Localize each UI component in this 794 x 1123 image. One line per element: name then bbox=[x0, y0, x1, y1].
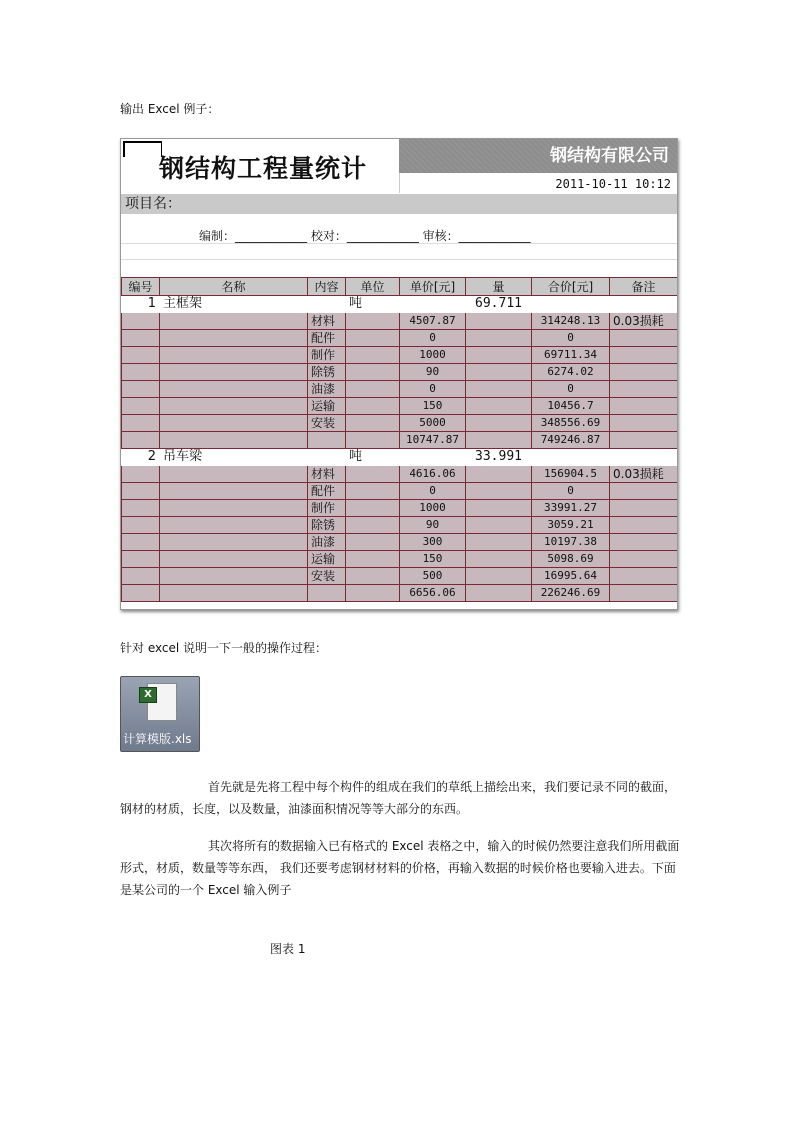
cell bbox=[160, 500, 308, 517]
column-header: 编号 bbox=[122, 278, 160, 296]
sheet-title: 钢结构工程量统计 bbox=[159, 154, 368, 183]
group-row bbox=[122, 449, 678, 466]
cell bbox=[400, 296, 466, 313]
unit-price: 5000 bbox=[400, 415, 466, 432]
item-quantity: 69.711 bbox=[466, 296, 532, 313]
cell bbox=[346, 432, 400, 449]
unit-price: 0 bbox=[400, 381, 466, 398]
column-header: 单位 bbox=[346, 278, 400, 296]
note bbox=[610, 551, 678, 568]
cost-item: 制作 bbox=[308, 500, 346, 517]
cell bbox=[346, 398, 400, 415]
excel-file-icon[interactable] bbox=[120, 676, 200, 752]
note bbox=[610, 415, 678, 432]
cell bbox=[160, 364, 308, 381]
cell bbox=[122, 432, 160, 449]
cell bbox=[160, 432, 308, 449]
table-row bbox=[122, 364, 678, 381]
cell bbox=[466, 517, 532, 534]
cell bbox=[122, 551, 160, 568]
column-header: 内容 bbox=[308, 278, 346, 296]
table-header-row bbox=[122, 278, 678, 296]
note: 0.03损耗 bbox=[610, 466, 678, 483]
cell bbox=[466, 313, 532, 330]
table-row bbox=[122, 483, 678, 500]
cell bbox=[122, 398, 160, 415]
cell bbox=[346, 483, 400, 500]
cell bbox=[160, 330, 308, 347]
cell bbox=[466, 585, 532, 602]
unit-price: 1000 bbox=[400, 347, 466, 364]
paragraph-line: 钢材的材质，长度，以及数量，油漆面积情况等等大部分的东西。 bbox=[120, 802, 469, 816]
table-row bbox=[122, 330, 678, 347]
column-header: 量 bbox=[466, 278, 532, 296]
item-name: 主框架 bbox=[160, 296, 308, 313]
cell bbox=[346, 534, 400, 551]
cell bbox=[466, 330, 532, 347]
table-row bbox=[122, 585, 678, 602]
cell bbox=[466, 415, 532, 432]
unit-price: 90 bbox=[400, 364, 466, 381]
cell bbox=[122, 500, 160, 517]
note bbox=[610, 500, 678, 517]
table-row bbox=[122, 534, 678, 551]
total-price: 3059.21 bbox=[532, 517, 610, 534]
note bbox=[610, 483, 678, 500]
note bbox=[610, 381, 678, 398]
cost-item bbox=[308, 432, 346, 449]
total-price: 348556.69 bbox=[532, 415, 610, 432]
cell bbox=[160, 551, 308, 568]
cost-item bbox=[308, 585, 346, 602]
cell bbox=[346, 347, 400, 364]
paragraph-line: 形式，材质，数量等等东西， 我们还要考虑钢材材料的价格，再输入数据的时候价格也要输入进去。下面 bbox=[120, 861, 676, 875]
unit-price: 0 bbox=[400, 483, 466, 500]
cell bbox=[160, 313, 308, 330]
cost-item: 油漆 bbox=[308, 534, 346, 551]
cost-item: 运输 bbox=[308, 398, 346, 415]
cell-cursor-mark bbox=[123, 141, 162, 157]
cell bbox=[122, 585, 160, 602]
project-name-row: 项目名： bbox=[121, 194, 677, 214]
cost-item: 运输 bbox=[308, 551, 346, 568]
cell bbox=[532, 449, 610, 466]
paragraph-2 bbox=[120, 835, 680, 901]
cell bbox=[346, 415, 400, 432]
cell bbox=[346, 517, 400, 534]
cell bbox=[122, 381, 160, 398]
unit-price: 500 bbox=[400, 568, 466, 585]
cell bbox=[160, 568, 308, 585]
cell bbox=[122, 517, 160, 534]
cell bbox=[346, 381, 400, 398]
unit-price: 0 bbox=[400, 330, 466, 347]
cost-item: 配件 bbox=[308, 483, 346, 500]
cell bbox=[610, 449, 678, 466]
item-number: 2 bbox=[122, 449, 160, 466]
total-price: 314248.13 bbox=[532, 313, 610, 330]
unit-price: 300 bbox=[400, 534, 466, 551]
paragraph-1 bbox=[120, 776, 680, 820]
table-row bbox=[122, 466, 678, 483]
unit-price: 4507.87 bbox=[400, 313, 466, 330]
cost-item: 安装 bbox=[308, 415, 346, 432]
total-price: 5098.69 bbox=[532, 551, 610, 568]
cell bbox=[160, 534, 308, 551]
cell bbox=[466, 534, 532, 551]
paragraph-line: 首先就是先将工程中每个构件的组成在我们的草纸上描绘出来，我们要记录不同的截面， bbox=[208, 780, 677, 794]
cell bbox=[160, 585, 308, 602]
note bbox=[610, 534, 678, 551]
table-row bbox=[122, 551, 678, 568]
total-price: 749246.87 bbox=[532, 432, 610, 449]
cell bbox=[122, 330, 160, 347]
cost-item: 安装 bbox=[308, 568, 346, 585]
quantity-table bbox=[121, 277, 678, 602]
section-intro: 针对 excel 说明一下一般的操作过程： bbox=[120, 641, 328, 655]
cost-item: 除锈 bbox=[308, 517, 346, 534]
table-row bbox=[122, 398, 678, 415]
cost-item: 制作 bbox=[308, 347, 346, 364]
cell bbox=[346, 466, 400, 483]
cell bbox=[308, 449, 346, 466]
cell bbox=[122, 364, 160, 381]
note bbox=[610, 364, 678, 381]
cell bbox=[466, 466, 532, 483]
item-quantity: 33.991 bbox=[466, 449, 532, 466]
cell bbox=[532, 296, 610, 313]
total-price: 0 bbox=[532, 483, 610, 500]
cell bbox=[122, 347, 160, 364]
cell bbox=[122, 483, 160, 500]
total-price: 10456.7 bbox=[532, 398, 610, 415]
total-price: 6274.02 bbox=[532, 364, 610, 381]
note bbox=[610, 585, 678, 602]
cell bbox=[160, 483, 308, 500]
total-price: 69711.34 bbox=[532, 347, 610, 364]
cell bbox=[160, 466, 308, 483]
cell bbox=[160, 347, 308, 364]
total-price: 33991.27 bbox=[532, 500, 610, 517]
note bbox=[610, 347, 678, 364]
item-unit: 吨 bbox=[346, 449, 400, 466]
unit-price: 150 bbox=[400, 551, 466, 568]
group-row bbox=[122, 296, 678, 313]
cell bbox=[466, 551, 532, 568]
table-row bbox=[122, 313, 678, 330]
cost-item: 配件 bbox=[308, 330, 346, 347]
table-row bbox=[122, 415, 678, 432]
signature-row: 编制：____________ 校对：____________ 审核：____________ bbox=[199, 229, 531, 243]
total-price: 16995.64 bbox=[532, 568, 610, 585]
cell bbox=[466, 398, 532, 415]
cell bbox=[308, 296, 346, 313]
cell bbox=[466, 364, 532, 381]
table-row bbox=[122, 432, 678, 449]
table-row bbox=[122, 500, 678, 517]
cell bbox=[466, 483, 532, 500]
unit-price: 1000 bbox=[400, 500, 466, 517]
cell bbox=[466, 500, 532, 517]
cell bbox=[466, 381, 532, 398]
paragraph-line: 是某公司的一个 Excel 输入例子 bbox=[120, 883, 292, 897]
cell bbox=[346, 364, 400, 381]
company-name: 钢结构有限公司 bbox=[399, 139, 677, 173]
cell bbox=[122, 313, 160, 330]
cell bbox=[346, 568, 400, 585]
cell bbox=[160, 415, 308, 432]
column-header: 单价[元] bbox=[400, 278, 466, 296]
cell bbox=[466, 347, 532, 364]
cell bbox=[122, 568, 160, 585]
cell bbox=[122, 534, 160, 551]
cell bbox=[160, 381, 308, 398]
cell bbox=[122, 415, 160, 432]
total-price: 0 bbox=[532, 381, 610, 398]
item-number: 1 bbox=[122, 296, 160, 313]
excel-logo-icon: X bbox=[139, 687, 157, 703]
cell bbox=[346, 500, 400, 517]
cell bbox=[466, 568, 532, 585]
table-row bbox=[122, 568, 678, 585]
note bbox=[610, 330, 678, 347]
cell bbox=[346, 313, 400, 330]
cell bbox=[346, 330, 400, 347]
note bbox=[610, 517, 678, 534]
cell bbox=[466, 432, 532, 449]
unit-price: 90 bbox=[400, 517, 466, 534]
paragraph-line: 其次将所有的数据输入已有格式的 Excel 表格之中，输入的时候仍然要注意我们所用截面 bbox=[208, 839, 680, 853]
table-row bbox=[122, 381, 678, 398]
cell bbox=[346, 585, 400, 602]
intro-text: 输出 Excel 例子： bbox=[120, 102, 220, 116]
table-row bbox=[122, 347, 678, 364]
cost-item: 材料 bbox=[308, 466, 346, 483]
unit-price: 4616.06 bbox=[400, 466, 466, 483]
cell bbox=[160, 398, 308, 415]
item-name: 吊车梁 bbox=[160, 449, 308, 466]
figure-caption: 图表 1 bbox=[270, 942, 306, 956]
cost-item: 油漆 bbox=[308, 381, 346, 398]
column-header: 名称 bbox=[160, 278, 308, 296]
total-price: 0 bbox=[532, 330, 610, 347]
note bbox=[610, 568, 678, 585]
unit-price: 6656.06 bbox=[400, 585, 466, 602]
note bbox=[610, 432, 678, 449]
cell bbox=[400, 449, 466, 466]
total-price: 226246.69 bbox=[532, 585, 610, 602]
note: 0.03损耗 bbox=[610, 313, 678, 330]
file-name-label: 计算模版.xls bbox=[123, 732, 192, 746]
cell bbox=[160, 517, 308, 534]
cell bbox=[346, 551, 400, 568]
unit-price: 10747.87 bbox=[400, 432, 466, 449]
spreadsheet-image bbox=[120, 138, 678, 610]
table-row bbox=[122, 517, 678, 534]
note bbox=[610, 398, 678, 415]
cost-item: 材料 bbox=[308, 313, 346, 330]
cell bbox=[122, 466, 160, 483]
column-header: 备注 bbox=[610, 278, 678, 296]
total-price: 10197.38 bbox=[532, 534, 610, 551]
total-price: 156904.5 bbox=[532, 466, 610, 483]
sheet-timestamp: 2011-10-11 10:12 bbox=[555, 177, 671, 191]
unit-price: 150 bbox=[400, 398, 466, 415]
column-header: 合价[元] bbox=[532, 278, 610, 296]
cost-item: 除锈 bbox=[308, 364, 346, 381]
item-unit: 吨 bbox=[346, 296, 400, 313]
cell bbox=[610, 296, 678, 313]
